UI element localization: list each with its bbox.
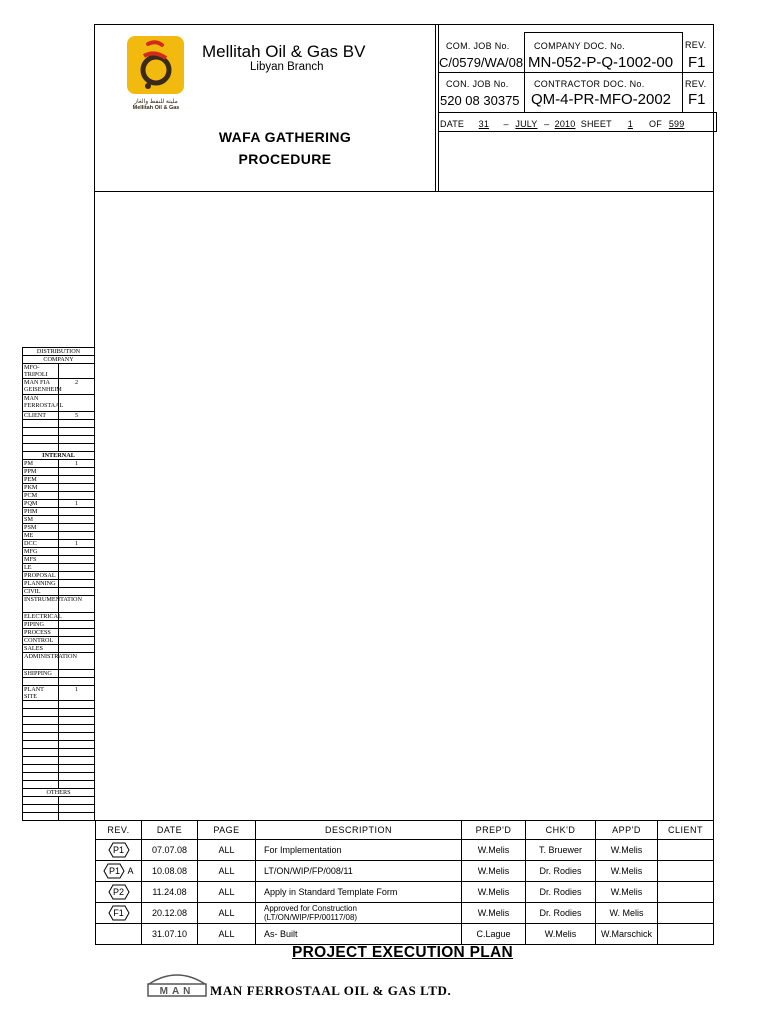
distribution-role: ADMINISTRATION	[23, 653, 59, 670]
distribution-row	[23, 749, 95, 757]
distribution-table	[22, 347, 95, 821]
revision-row	[96, 840, 714, 861]
revision-row	[96, 861, 714, 882]
revision-page: ALL	[198, 861, 256, 882]
project-execution-plan-title: PROJECT EXECUTION PLAN	[292, 944, 514, 961]
distribution-role: LE	[23, 564, 59, 572]
distribution-qty	[59, 484, 95, 492]
distribution-qty	[59, 741, 95, 749]
revision-tag	[103, 863, 125, 879]
date-label: DATE	[440, 119, 465, 129]
distribution-role	[23, 813, 59, 821]
distribution-role: PROCESS	[23, 629, 59, 637]
distribution-row	[23, 516, 95, 524]
date-month: JULY	[515, 119, 538, 129]
header-divider	[435, 24, 436, 192]
distribution-qty	[59, 564, 95, 572]
revision-date: 11.24.08	[142, 882, 198, 903]
distribution-qty: 1	[59, 540, 95, 548]
rev-label-2: REV.	[685, 79, 707, 89]
revision-page: ALL	[198, 903, 256, 924]
distribution-row	[23, 733, 95, 741]
distribution-role: SALES	[23, 645, 59, 653]
revision-checked-by: Dr. Rodies	[526, 861, 596, 882]
distribution-role	[23, 678, 59, 686]
distribution-others-header: OTHERS	[23, 789, 95, 797]
distribution-row	[23, 670, 95, 678]
distribution-row	[23, 564, 95, 572]
revision-description: As- Built	[256, 924, 462, 945]
revision-description-line1: Approved for Construction	[264, 904, 357, 913]
distribution-qty	[59, 588, 95, 596]
distribution-qty	[59, 797, 95, 805]
logo-caption-ar: مليتة للنفط والغاز	[134, 99, 178, 105]
revision-description: For Implementation	[256, 840, 462, 861]
distribution-row	[23, 556, 95, 564]
revision-date: 10.08.08	[142, 861, 198, 882]
distribution-role: SHIPPING	[23, 670, 59, 678]
revision-tag-label: P1	[112, 845, 124, 855]
distribution-role	[23, 428, 59, 436]
of-label: OF	[649, 119, 662, 129]
revision-client	[658, 840, 714, 861]
distribution-qty: 1	[59, 500, 95, 508]
distribution-role	[23, 733, 59, 741]
revision-prepared-by: W.Melis	[462, 882, 526, 903]
revision-row	[96, 924, 714, 945]
distribution-row	[23, 717, 95, 725]
distribution-role: PCM	[23, 492, 59, 500]
distribution-row	[23, 686, 95, 701]
distribution-row	[23, 492, 95, 500]
date-day: 31	[478, 119, 490, 129]
company-doc-value: MN-052-P-Q-1002-00	[528, 54, 674, 71]
company-name: Mellitah Oil & Gas BV	[202, 42, 366, 61]
distribution-qty	[59, 428, 95, 436]
revision-tag-label: F1	[113, 908, 124, 918]
revision-prepared-by: W.Melis	[462, 903, 526, 924]
sheet-value: 1	[627, 119, 633, 129]
revision-tag-cell	[96, 861, 142, 882]
distribution-qty	[59, 508, 95, 516]
distribution-qty	[59, 709, 95, 717]
distribution-row	[23, 412, 95, 420]
revision-row	[96, 903, 714, 924]
distribution-row	[23, 765, 95, 773]
date-col-header: DATE	[142, 821, 198, 840]
company-branch: Libyan Branch	[250, 61, 324, 73]
revision-tag-label: P2	[112, 887, 124, 897]
distribution-role	[23, 725, 59, 733]
revision-client	[658, 882, 714, 903]
distribution-row	[23, 420, 95, 428]
distribution-qty	[59, 364, 95, 379]
distribution-role	[23, 436, 59, 444]
contractor-doc-label: CONTRACTOR DOC. No.	[534, 79, 645, 89]
distribution-row	[23, 613, 95, 621]
distribution-role: DCC	[23, 540, 59, 548]
distribution-row	[23, 428, 95, 436]
distribution-qty	[59, 516, 95, 524]
rev-label-1: REV.	[685, 40, 707, 50]
revision-page: ALL	[198, 882, 256, 903]
distribution-row	[23, 637, 95, 645]
distribution-title: DISTRIBUTION	[23, 348, 95, 356]
revision-approved-by: W. Melis	[596, 903, 658, 924]
document-title-line1: WAFA GATHERING	[218, 129, 352, 145]
distribution-role: PLANT SITE	[23, 686, 59, 701]
prepd-col-header: PREP'D	[462, 821, 526, 840]
distribution-row	[23, 468, 95, 476]
revision-prepared-by: W.Melis	[462, 861, 526, 882]
distribution-role: PQM	[23, 500, 59, 508]
distribution-qty: 2	[59, 379, 95, 395]
revision-description	[256, 903, 462, 924]
distribution-row	[23, 532, 95, 540]
distribution-qty	[59, 757, 95, 765]
distribution-qty	[59, 444, 95, 452]
distribution-row	[23, 757, 95, 765]
company-doc-label: COMPANY DOC. No.	[534, 41, 625, 51]
distribution-row	[23, 797, 95, 805]
distribution-qty	[59, 749, 95, 757]
distribution-row	[23, 580, 95, 588]
distribution-role: PIPING	[23, 621, 59, 629]
distribution-row	[23, 701, 95, 709]
revision-tag-cell	[96, 882, 142, 903]
page-col-header: PAGE	[198, 821, 256, 840]
com-job-label: COM. JOB No.	[446, 41, 510, 51]
distribution-role	[23, 773, 59, 781]
distribution-row	[23, 379, 95, 395]
distribution-qty	[59, 781, 95, 789]
distribution-row	[23, 813, 95, 821]
distribution-row	[23, 364, 95, 379]
revision-prepared-by: W.Melis	[462, 840, 526, 861]
distribution-qty	[59, 476, 95, 484]
revision-tag	[108, 884, 130, 900]
distribution-role	[23, 797, 59, 805]
revision-date: 07.07.08	[142, 840, 198, 861]
man-logo-text: MAN	[159, 986, 195, 997]
distribution-role	[23, 781, 59, 789]
distribution-qty	[59, 556, 95, 564]
revision-description: Apply in Standard Template Form	[256, 882, 462, 903]
distribution-role: SM	[23, 516, 59, 524]
distribution-role	[23, 701, 59, 709]
logo-caption-en: Mellitah Oil & Gas	[132, 105, 180, 111]
distribution-qty	[59, 532, 95, 540]
distribution-row	[23, 524, 95, 532]
contractor-name: MAN FERROSTAAL OIL & GAS LTD.	[210, 983, 452, 998]
client-col-header: CLIENT	[658, 821, 714, 840]
distribution-qty	[59, 717, 95, 725]
distribution-company: COMPANY	[23, 356, 95, 364]
distribution-qty	[59, 765, 95, 773]
man-logo	[145, 970, 209, 998]
distribution-role: CIVIL	[23, 588, 59, 596]
rev-value-1: F1	[688, 54, 706, 71]
distribution-qty	[59, 805, 95, 813]
distribution-role: PLANNING	[23, 580, 59, 588]
distribution-qty	[59, 395, 95, 412]
distribution-row	[23, 621, 95, 629]
distribution-row	[23, 508, 95, 516]
revision-page: ALL	[198, 840, 256, 861]
sheet-label: SHEET	[580, 119, 612, 129]
distribution-role	[23, 749, 59, 757]
com-job-value: C/0579/WA/08	[439, 55, 524, 70]
revision-approved-by: W.Melis	[596, 840, 658, 861]
revision-page: ALL	[198, 924, 256, 945]
revision-client	[658, 903, 714, 924]
distribution-row	[23, 588, 95, 596]
revision-date: 31.07.10	[142, 924, 198, 945]
distribution-internal-header: INTERNAL	[23, 452, 95, 460]
distribution-role: MAN FIA GEISENHEIM	[24, 379, 62, 393]
distribution-qty	[59, 701, 95, 709]
distribution-qty: 1	[59, 686, 95, 701]
revision-row	[96, 882, 714, 903]
revision-checked-by: W.Melis	[526, 924, 596, 945]
distribution-role: PKM	[23, 484, 59, 492]
revision-checked-by: Dr. Rodies	[526, 903, 596, 924]
revision-client	[658, 861, 714, 882]
distribution-qty	[59, 733, 95, 741]
distribution-row	[23, 540, 95, 548]
distribution-row	[23, 395, 95, 412]
distribution-row	[23, 805, 95, 813]
distribution-role: PEM	[23, 476, 59, 484]
distribution-row	[23, 645, 95, 653]
distribution-row	[23, 653, 95, 670]
distribution-qty	[59, 773, 95, 781]
revision-approved-by: W.Melis	[596, 882, 658, 903]
distribution-qty	[59, 436, 95, 444]
distribution-role: MFG	[23, 548, 59, 556]
appd-col-header: APP'D	[596, 821, 658, 840]
mellitah-logo	[126, 36, 186, 98]
distribution-row	[23, 500, 95, 508]
distribution-qty	[59, 613, 95, 621]
distribution-role: PHM	[23, 508, 59, 516]
revision-prepared-by: C.Lague	[462, 924, 526, 945]
distribution-role: PPM	[23, 468, 59, 476]
distribution-role: PROPOSAL	[23, 572, 59, 580]
distribution-role: ELECTRICAL	[24, 613, 62, 620]
distribution-role	[23, 709, 59, 717]
distribution-row	[23, 548, 95, 556]
distribution-row	[23, 709, 95, 717]
distribution-role: MFS	[23, 556, 59, 564]
distribution-row	[23, 678, 95, 686]
distribution-row	[23, 572, 95, 580]
revision-approved-by: W.Marschick	[596, 924, 658, 945]
con-job-value: 520 08 30375	[440, 93, 520, 108]
revision-tag-label: P1	[108, 866, 120, 876]
distribution-row	[23, 476, 95, 484]
distribution-row	[23, 725, 95, 733]
revision-approved-by: W.Melis	[596, 861, 658, 882]
distribution-qty: 1	[59, 460, 95, 468]
distribution-qty	[59, 572, 95, 580]
distribution-role	[23, 444, 59, 452]
chkd-col-header: CHK'D	[526, 821, 596, 840]
distribution-qty	[59, 637, 95, 645]
distribution-role	[23, 805, 59, 813]
revision-suffix: A	[127, 866, 134, 876]
distribution-qty	[59, 524, 95, 532]
revision-checked-by: Dr. Rodies	[526, 882, 596, 903]
distribution-role	[23, 741, 59, 749]
distribution-role: CLIENT	[23, 412, 59, 420]
distribution-qty	[59, 548, 95, 556]
distribution-role: CONTROL	[23, 637, 59, 645]
distribution-qty	[59, 678, 95, 686]
revision-date: 20.12.08	[142, 903, 198, 924]
revision-client	[658, 924, 714, 945]
revision-tag-cell	[96, 903, 142, 924]
revision-tag	[108, 842, 130, 858]
date-sheet-line: DATE 31 – JULY – 2010 SHEET 1 OF 599	[440, 119, 689, 129]
description-col-header: DESCRIPTION	[256, 821, 462, 840]
distribution-row	[23, 460, 95, 468]
distribution-qty: 5	[59, 412, 95, 420]
body-right-border	[713, 192, 714, 820]
distribution-qty	[59, 813, 95, 821]
rev-col-header: REV.	[96, 821, 142, 840]
con-job-label: CON. JOB No.	[446, 79, 509, 89]
distribution-role	[23, 757, 59, 765]
distribution-role: INSTRUMENTATION	[23, 596, 59, 613]
distribution-role: MAN FERROSTAAL	[23, 395, 59, 412]
distribution-qty	[59, 492, 95, 500]
revision-description-line2: (LT/ON/WIP/FP/00117/08)	[264, 913, 358, 922]
revision-tag	[108, 905, 130, 921]
distribution-role	[23, 717, 59, 725]
revision-header-row	[96, 821, 714, 840]
revision-tag-cell	[96, 924, 142, 945]
distribution-row	[23, 484, 95, 492]
distribution-role: PSM	[23, 524, 59, 532]
distribution-qty	[59, 629, 95, 637]
distribution-row	[23, 629, 95, 637]
distribution-qty	[59, 580, 95, 588]
revision-checked-by: T. Bruewer	[526, 840, 596, 861]
distribution-row	[23, 596, 95, 613]
revision-tag-cell	[96, 840, 142, 861]
distribution-qty	[59, 670, 95, 678]
distribution-row	[23, 773, 95, 781]
rev-value-2: F1	[688, 91, 706, 108]
distribution-qty	[59, 468, 95, 476]
contractor-doc-value: QM-4-PR-MFO-2002	[531, 91, 672, 108]
distribution-role	[23, 765, 59, 773]
revision-description: LT/ON/WIP/FP/008/11	[256, 861, 462, 882]
document-title	[195, 129, 375, 167]
distribution-row	[23, 781, 95, 789]
distribution-row	[23, 444, 95, 452]
distribution-role: PM	[23, 460, 59, 468]
distribution-qty	[59, 420, 95, 428]
revision-table	[95, 820, 713, 945]
document-title-line2: PROCEDURE	[238, 151, 332, 167]
distribution-qty	[59, 645, 95, 653]
of-value: 599	[668, 119, 685, 129]
distribution-row	[23, 741, 95, 749]
distribution-qty	[59, 725, 95, 733]
date-year: 2010	[554, 119, 576, 129]
distribution-role: ME	[23, 532, 59, 540]
distribution-qty	[59, 621, 95, 629]
distribution-role	[23, 420, 59, 428]
distribution-role: MFO-TRIPOLI	[23, 364, 59, 379]
distribution-row	[23, 436, 95, 444]
